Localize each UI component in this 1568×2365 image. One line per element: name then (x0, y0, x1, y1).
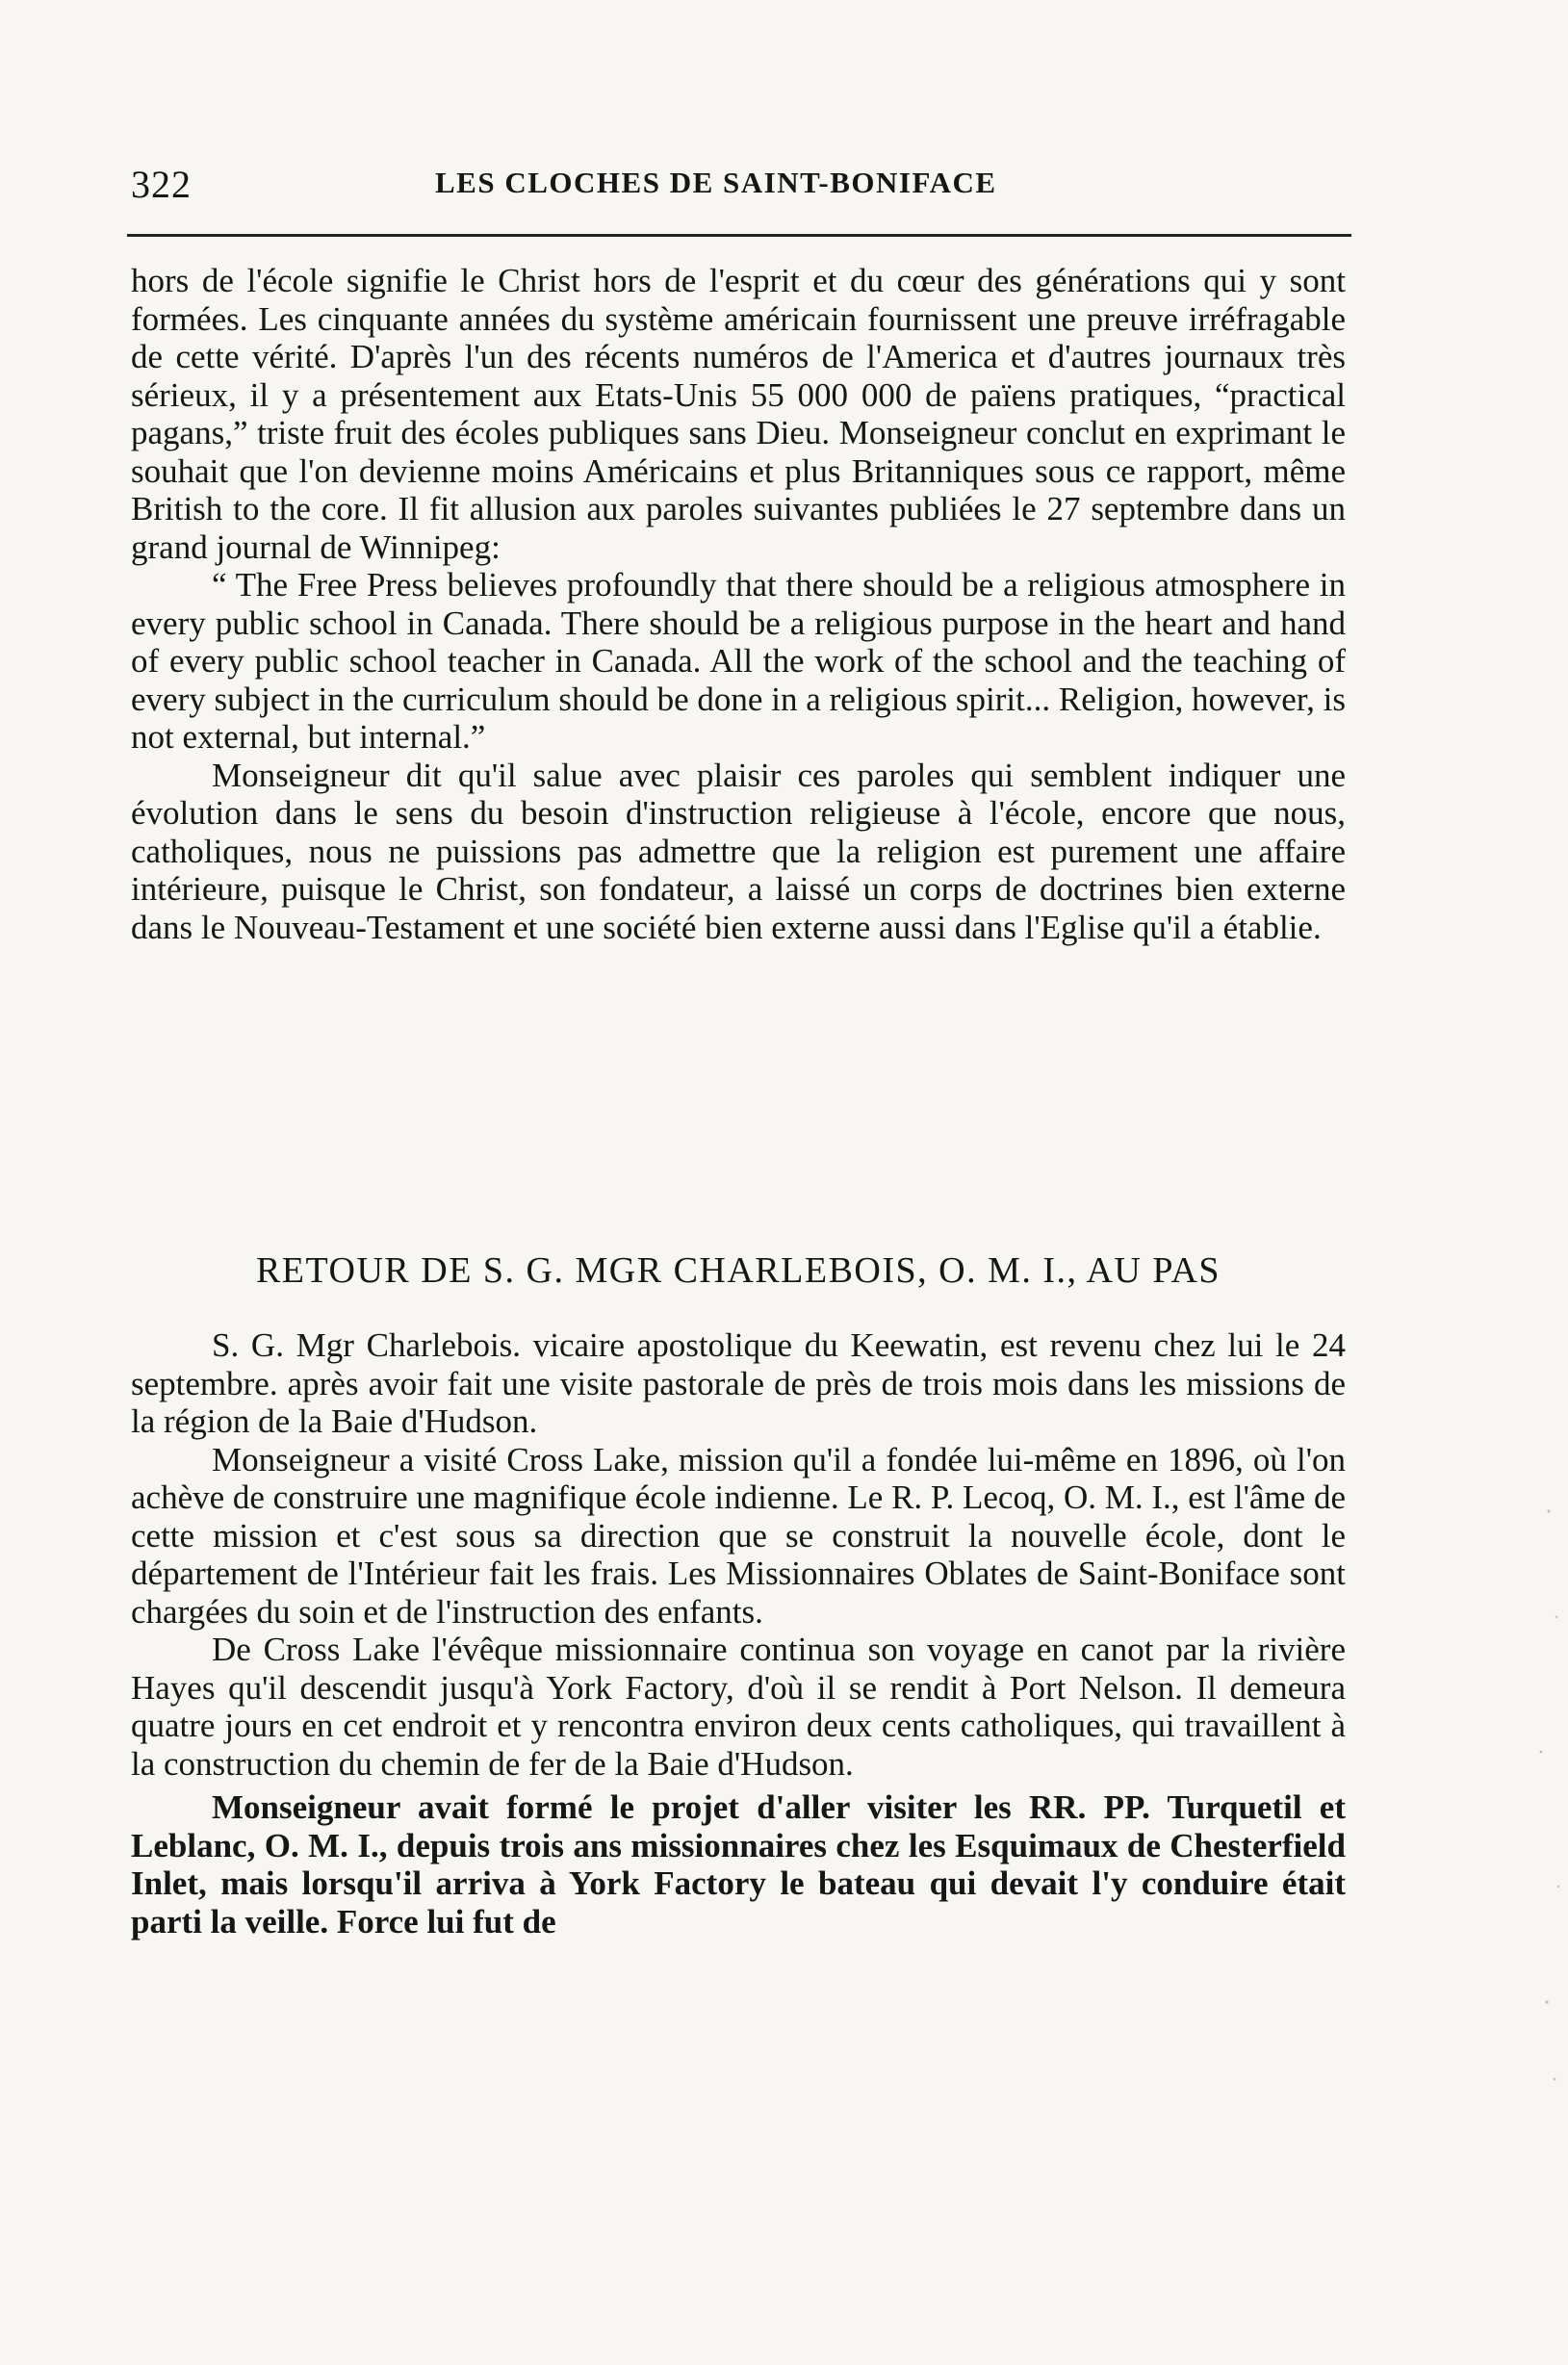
section-paragraph-bold: Monseigneur avait formé le projet d'aller visiter les RR. PP. Turquetil et Leblanc, O. M. I., depuis trois ans missionnaires chez les Esquimaux de Chesterfield Inlet, mais lorsqu'il arriva à York Factory le bateau qui devait l'y conduire était parti la veille. Force lui fut de (131, 1788, 1346, 1941)
running-title: LES CLOCHES DE SAINT-BONIFACE (435, 166, 997, 199)
section-heading: RETOUR DE S. G. MGR CHARLEBOIS, O. M. I., AU PAS (255, 1250, 1221, 1291)
section-paragraph: S. G. Mgr Charlebois. vicaire apostolique du Keewatin, est revenu chez lui le 24 septembre. après avoir fait une visite pastorale de près de trois mois dans les missions de la région de la Baie d'Hudson. (131, 1326, 1346, 1440)
bold-text-block (131, 1788, 1346, 1941)
page-number: 322 (131, 163, 192, 206)
paragraph: Monseigneur dit qu'il salue avec plaisir ces paroles qui semblent indiquer une évolution dans le sens du besoin d'instruction religieuse à l'école, encore que nous, catholiques, nous ne puissions pas admettre que la religion est purement une affaire intérieure, puisque le Christ, son fondateur, a laissé un corps de doctrines bien externe dans le Nouveau-Testament et une société bien externe aussi dans l'Eglise qu'il a établie. (131, 756, 1346, 946)
scan-speckle-decoration (1529, 1502, 1568, 2098)
quotation-paragraph: “ The Free Press believes profoundly that there should be a religious atmosphere in every public school in Canada. There should be a religious purpose in the heart and hand of every public school teacher in Canada. All the work of the school and the teaching of every subject in the curriculum should be done in a religious spirit... Religion, however, is not external, but internal.” (131, 566, 1346, 756)
main-text (131, 262, 1346, 946)
paragraph-continuation: hors de l'école signifie le Christ hors de l'esprit et du cœur des générations qui y sont formées. Les cinquante années du système américain fournissent une preuve irréfragable de cette vérité. D'après l'un des récents numéros de l'America et d'autres journaux très sérieux, il y a présentement aux Etats-Unis 55 000 000 de païens pratiques, “practical pagans,” triste fruit des écoles publiques sans Dieu. Monseigneur conclut en exprimant le souhait que l'on devienne moins Américains et plus Britanniques sous ce rapport, même British to the core. Il fit allusion aux paroles suivantes publiées le 27 septembre dans un grand journal de Winnipeg: (131, 262, 1346, 566)
section-paragraph: De Cross Lake l'évêque missionnaire continua son voyage en canot par la rivière Hayes qu'il descendit jusqu'à York Factory, d'où il se rendit à Port Nelson. Il demeura quatre jours en cet endroit et y rencontra environ deux cents catholiques, qui travaillent à la construction du chemin de fer de la Baie d'Hudson. (131, 1631, 1346, 1783)
section-body (131, 1326, 1346, 1941)
header-rule (127, 234, 1351, 237)
section-paragraph: Monseigneur a visité Cross Lake, mission qu'il a fondée lui-même en 1896, où l'on achève de construire une magnifique école indienne. Le R. P. Lecoq, O. M. I., est l'âme de cette mission et c'est sous sa direction que se construit la nouvelle école, dont le département de l'Intérieur fait les frais. Les Missionnaires Oblates de Saint-Boniface sont chargées du soin et de l'instruction des enfants. (131, 1440, 1346, 1631)
running-head (127, 154, 1350, 212)
